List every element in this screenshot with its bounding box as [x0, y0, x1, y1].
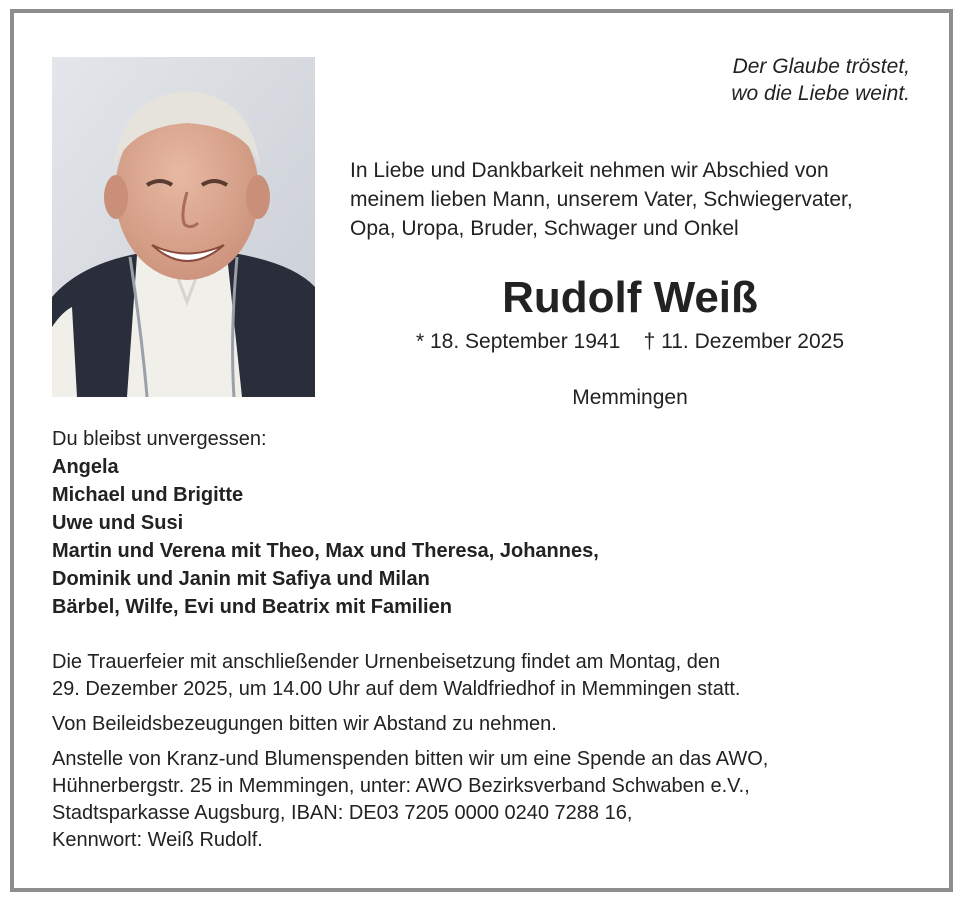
- motto-line: wo die Liebe weint.: [731, 82, 910, 105]
- mourner-entry: Dominik und Janin mit Safiya und Milan: [52, 568, 430, 590]
- life-dates: * 18. September 1941 † 11. Dezember 2025: [415, 330, 845, 353]
- donation-line: Hühnerbergstr. 25 in Memmingen, unter: AWO Bezirksverband Schwaben e.V.,: [52, 775, 750, 797]
- portrait-photo: [52, 57, 315, 397]
- donation-line: Anstelle von Kranz-und Blumenspenden bitten wir um eine Spende an das AWO,: [52, 748, 769, 770]
- condolence-note: Von Beileidsbezeugungen bitten wir Abstand zu nehmen.: [52, 713, 557, 735]
- ceremony-info: [52, 649, 912, 703]
- intro-line: meinem lieben Mann, unserem Vater, Schwiegervater,: [350, 188, 853, 211]
- deceased-name: Rudolf Weiß: [502, 273, 758, 322]
- donation-info: [52, 746, 912, 854]
- mourner-entry: Michael und Brigitte: [52, 484, 244, 506]
- intro-line: In Liebe und Dankbarkeit nehmen wir Abschied von: [350, 159, 829, 182]
- intro-line: Opa, Uropa, Bruder, Schwager und Onkel: [350, 217, 739, 240]
- funeral-notes: [52, 649, 912, 862]
- motto: [731, 53, 910, 107]
- mourner-entry: Angela: [52, 456, 119, 478]
- ceremony-line: 29. Dezember 2025, um 14.00 Uhr auf dem Waldfriedhof in Memmingen statt.: [52, 678, 741, 700]
- donation-line: Stadtsparkasse Augsburg, IBAN: DE03 7205 0000 0240 7288 16,: [52, 802, 633, 824]
- motto-line: Der Glaube tröstet,: [732, 55, 910, 78]
- farewell-intro: [350, 156, 930, 243]
- donation-line: Kennwort: Weiß Rudolf.: [52, 829, 263, 851]
- portrait-illustration: [52, 57, 315, 397]
- ceremony-line: Die Trauerfeier mit anschließender Urnenbeisetzung findet am Montag, den: [52, 651, 721, 673]
- mourners-heading: Du bleibst unvergessen:: [52, 428, 267, 450]
- mourner-entry: Martin und Verena mit Theo, Max und Theresa, Johannes,: [52, 540, 599, 562]
- hometown: Memmingen: [572, 386, 688, 409]
- mourners-list: [52, 425, 912, 621]
- mourner-entry: Uwe und Susi: [52, 512, 184, 534]
- mourner-entry: Bärbel, Wilfe, Evi und Beatrix mit Familien: [52, 596, 452, 618]
